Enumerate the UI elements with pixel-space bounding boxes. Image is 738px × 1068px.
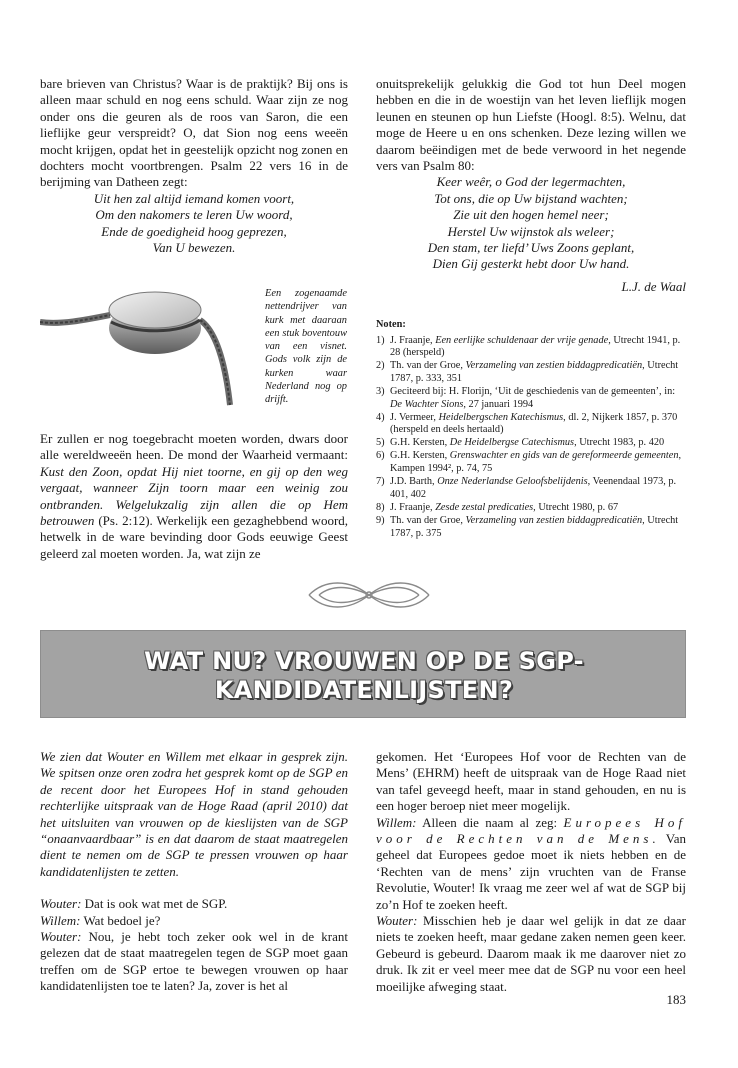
article-left-column	[40, 749, 348, 995]
footnote-text: , Utrecht 1787, p. 333, 351	[390, 360, 679, 384]
text: Er zullen er nog toegebracht moeten worden, dwars door alle wereldweeën heen. De mond der Waarheid vermaant:	[40, 431, 348, 463]
cork-float-photo	[40, 270, 256, 410]
footnote-title: Zesde zestal predicaties,	[435, 501, 536, 513]
footnotes	[376, 319, 686, 541]
footnote-text: , Kampen 1994², p. 74, 75	[390, 450, 682, 475]
footnote-title: Grenswachter en gids van de gereformeerde gemeenten	[449, 450, 679, 462]
footnote-title: Verzameling van zestien biddagpredicatiën,	[465, 514, 645, 526]
footnote-item	[376, 476, 686, 501]
footnotes-title: Noten:	[376, 319, 406, 330]
footnote-number: 8)	[376, 501, 385, 513]
footnote-number: 5)	[376, 437, 385, 449]
verse-line: Den stam, ter liefd’ Uws Zoons geplant,	[427, 240, 635, 256]
footnote-text: Utrecht 1787, p. 375	[390, 514, 679, 539]
verse-line: Herstel Uw wijnstok als weleer;	[447, 223, 615, 239]
footnote-item	[376, 515, 686, 540]
footnote-number: 2)	[376, 360, 385, 372]
article-title-banner	[40, 630, 686, 718]
footnote-item	[376, 360, 686, 385]
psalm-verse	[376, 174, 686, 272]
verse-line: Tot ons, die op Uw bijstand wachten;	[434, 190, 628, 206]
spaced-court-name: Europees Hof voor de Rechten van de Mens.	[376, 814, 686, 847]
footnote-number: 4)	[376, 411, 385, 423]
psalm-verse	[40, 191, 348, 257]
verse-line: Ende de goedigheid hoog geprezen,	[101, 223, 287, 239]
footnote-text: G.H. Kersten,	[390, 437, 450, 449]
footnote-title: De Heidelbergse Catechismus	[449, 437, 575, 449]
scripture-quote: Kust den Zoon, opdat Hij niet toorne, en gij op den weg vergaat, wanneer Zijn toorn maar een weinig zou ontbranden. Welgelukzalig zijn allen die op Hem betrouwen	[40, 463, 348, 529]
footnote-number: 3)	[376, 385, 385, 397]
paragraph: gekomen. Het ‘Europees Hof voor de Rechten van de Mens’ (EHRM) heeft de uitspraak van de Hoge Raad niet van tafel geveegd heeft, maar in stand gehouden, en nu is een hoger beroep niet meer mogelijk.	[376, 749, 686, 814]
dialogue-line: Willem: Alleen die naam al zeg: Europees Hof voor de Rechten van de Mens. Van geheel dat Europees gedoe moet ik niets hebben en de ‘Rechten van de mens’ zijn vruchten van de Franse Revolutie, Wouter! Ik vraag me zeer wel af wat de SGP bij zo’n Hof te zoeken heeft.	[376, 814, 686, 912]
footnote-text: J. Fraanje,	[390, 334, 436, 346]
title-line: WAT NU? VROUWEN OP DE SGP-	[144, 647, 584, 675]
article-title	[41, 647, 687, 705]
dialogue-line: Wouter: Misschien heb je daar wel gelijk in dat ze daar niets te zoeken heeft, maar gedane zaken nemen geen keer. Gebeurd is gebeurd. Daarom maak ik me daarover niet zo druk. Ik zit er veel meer mee dat de SGP nu voor een heel moeilijke afweging staat.	[376, 913, 686, 994]
footnote-item	[376, 386, 686, 411]
footnote-title: Verzameling van zestien biddagpredicatiën	[465, 360, 643, 372]
author-signature: L.J. de Waal	[621, 279, 686, 294]
footnote-number: 7)	[376, 476, 385, 488]
footnote-number: 9)	[376, 514, 385, 526]
photo-caption: Een zogenaamde nettendrijver van kurk met daaraan een stuk boventouw van een visnet. Gods volk zijn de kurken waar Nederland nog op drijft.	[265, 288, 347, 406]
left-column-top	[40, 76, 348, 256]
verse-line: Uit hen zal altijd iemand komen voort,	[93, 190, 295, 206]
cork-float-illustration	[40, 270, 256, 410]
verse-line: Om den nakomers te leren Uw woord,	[95, 207, 293, 223]
footnote-text: , dl. 2, Nijkerk 1857, p. 370 (herspeld en deels hertaald)	[390, 411, 678, 436]
footnote-item	[376, 502, 686, 515]
paragraph: onuitsprekelijk gelukkig die God tot hun Deel mogen hebben en die in de woestijn van het leven lieflijk mogen leunen en steunen op hun Liefste (Hoogl. 8:5). Welnu, dat moge de Heere u en ons schenken. Deze lezing willen we daarom beëindigen met de bede verwoord in het negende vers van Psalm 80:	[376, 76, 686, 174]
footnote-text: , Utrecht 1941, p. 28 (herspeld)	[390, 334, 681, 359]
verse-line: Zie uit den hogen hemel neer;	[453, 207, 609, 223]
footnote-item	[376, 412, 686, 437]
footnote-text: Geciteerd bij: H. Florijn, ‘Uit de geschiedenis van de gemeenten’, in:	[390, 385, 676, 397]
speaker: Wouter:	[376, 913, 418, 929]
speaker: Willem:	[376, 814, 417, 830]
paragraph	[40, 431, 348, 562]
speaker: Willem:	[40, 912, 81, 928]
footnote-title: Heidelbergschen Katechismus	[438, 411, 564, 423]
footnote-number: 1)	[376, 334, 385, 346]
footnote-text: , Veenendaal 1973, p. 401, 402	[390, 476, 677, 500]
footnote-text: J. Fraanje,	[390, 501, 436, 513]
article-right-column	[376, 749, 686, 995]
text: Werkelijk een gezaghebbend woord, hetwelk in de ware bevinding door Gods eeuwige Geest geleerd zal moeten worden. Ja, wat zijn ze	[40, 513, 349, 561]
title-line: KANDIDATENLIJSTEN?	[214, 676, 514, 704]
footnote-item	[376, 437, 686, 450]
footnote-text: , 27 januari 1994	[463, 398, 534, 410]
footnote-text: J.D. Barth,	[390, 476, 438, 488]
footnote-title: Onze Nederlandse Geloofsbelijdenis	[437, 476, 588, 488]
verse-line: Dien Gij gesterkt hebt door Uw hand.	[432, 256, 630, 272]
dialogue-line: Wouter: Nou, je hebt toch zeker ook wel in de krant gelezen dat de staat maatregelen tegen de SGP moet gaan treffen om de SGP ertoe te bewegen vrouwen op haar kandidatenlijsten toe te laten? Ja, zover is het al	[40, 929, 348, 994]
footnotes-list	[376, 335, 686, 541]
footnote-title: De Wachter Sions	[390, 398, 464, 410]
left-column-bottom	[40, 431, 348, 562]
speaker: Wouter:	[40, 896, 82, 912]
footnote-item	[376, 450, 686, 475]
speaker: Wouter:	[40, 929, 82, 945]
footnote-text: J. Vermeer,	[390, 411, 439, 423]
footnote-item	[376, 335, 686, 360]
footnote-text: Th. van der Groe,	[390, 360, 466, 372]
flourish-ornament-icon	[305, 575, 433, 615]
paragraph: bare brieven van Christus? Waar is de praktijk? Bij ons is alleen maar schuld en nog eens schuld. Waar zijn ze nog onder ons die geuren als de roos van Saron, die een lieflijke geur verspreidt? O, dat Sion nog eens weeën mocht krijgen, opdat het in geestelijk opzicht nog zonen en dochters mocht voortbrengen. Psalm 22 vers 16 in de berijming van Datheen zegt:	[40, 76, 348, 190]
footnote-number: 6)	[376, 450, 385, 462]
footnote-text: G.H. Kersten,	[390, 450, 450, 462]
verse-line: Van U bewezen.	[152, 240, 236, 256]
verse-line: Keer weêr, o God der legermachten,	[436, 174, 626, 190]
footnote-text: Th. van der Groe,	[390, 514, 466, 526]
footnote-title: Een eerlijke schuldenaar der vrije genade	[435, 334, 609, 346]
right-column-top	[376, 76, 686, 273]
dialogue-line: Wouter: Dat is ook wat met de SGP.	[40, 896, 228, 912]
page-number: 183	[666, 992, 686, 1007]
footnote-text: , Utrecht 1983, p. 420	[574, 437, 665, 449]
dialogue-line: Willem: Wat bedoel je?	[40, 912, 161, 928]
article-intro: We zien dat Wouter en Willem met elkaar in gesprek zijn. We spitsen onze oren zodra het gesprek komt op de SGP en de recent door het Europees Hof in stand gehouden rechterlijke uitspraak van de Hoge Raad (april 2010) dat het uitsluiten van vrouwen op de kieslijsten van de SGP “onaanvaardbaar” is en dat daarom de staat maatregelen dient te nemen om de SGP te pressen vrouwen op haar kandidatenlijsten te zetten.	[40, 749, 348, 879]
footnote-text: Utrecht 1980, p. 67	[535, 501, 619, 513]
scripture-reference: (Ps. 2:12).	[98, 513, 153, 529]
